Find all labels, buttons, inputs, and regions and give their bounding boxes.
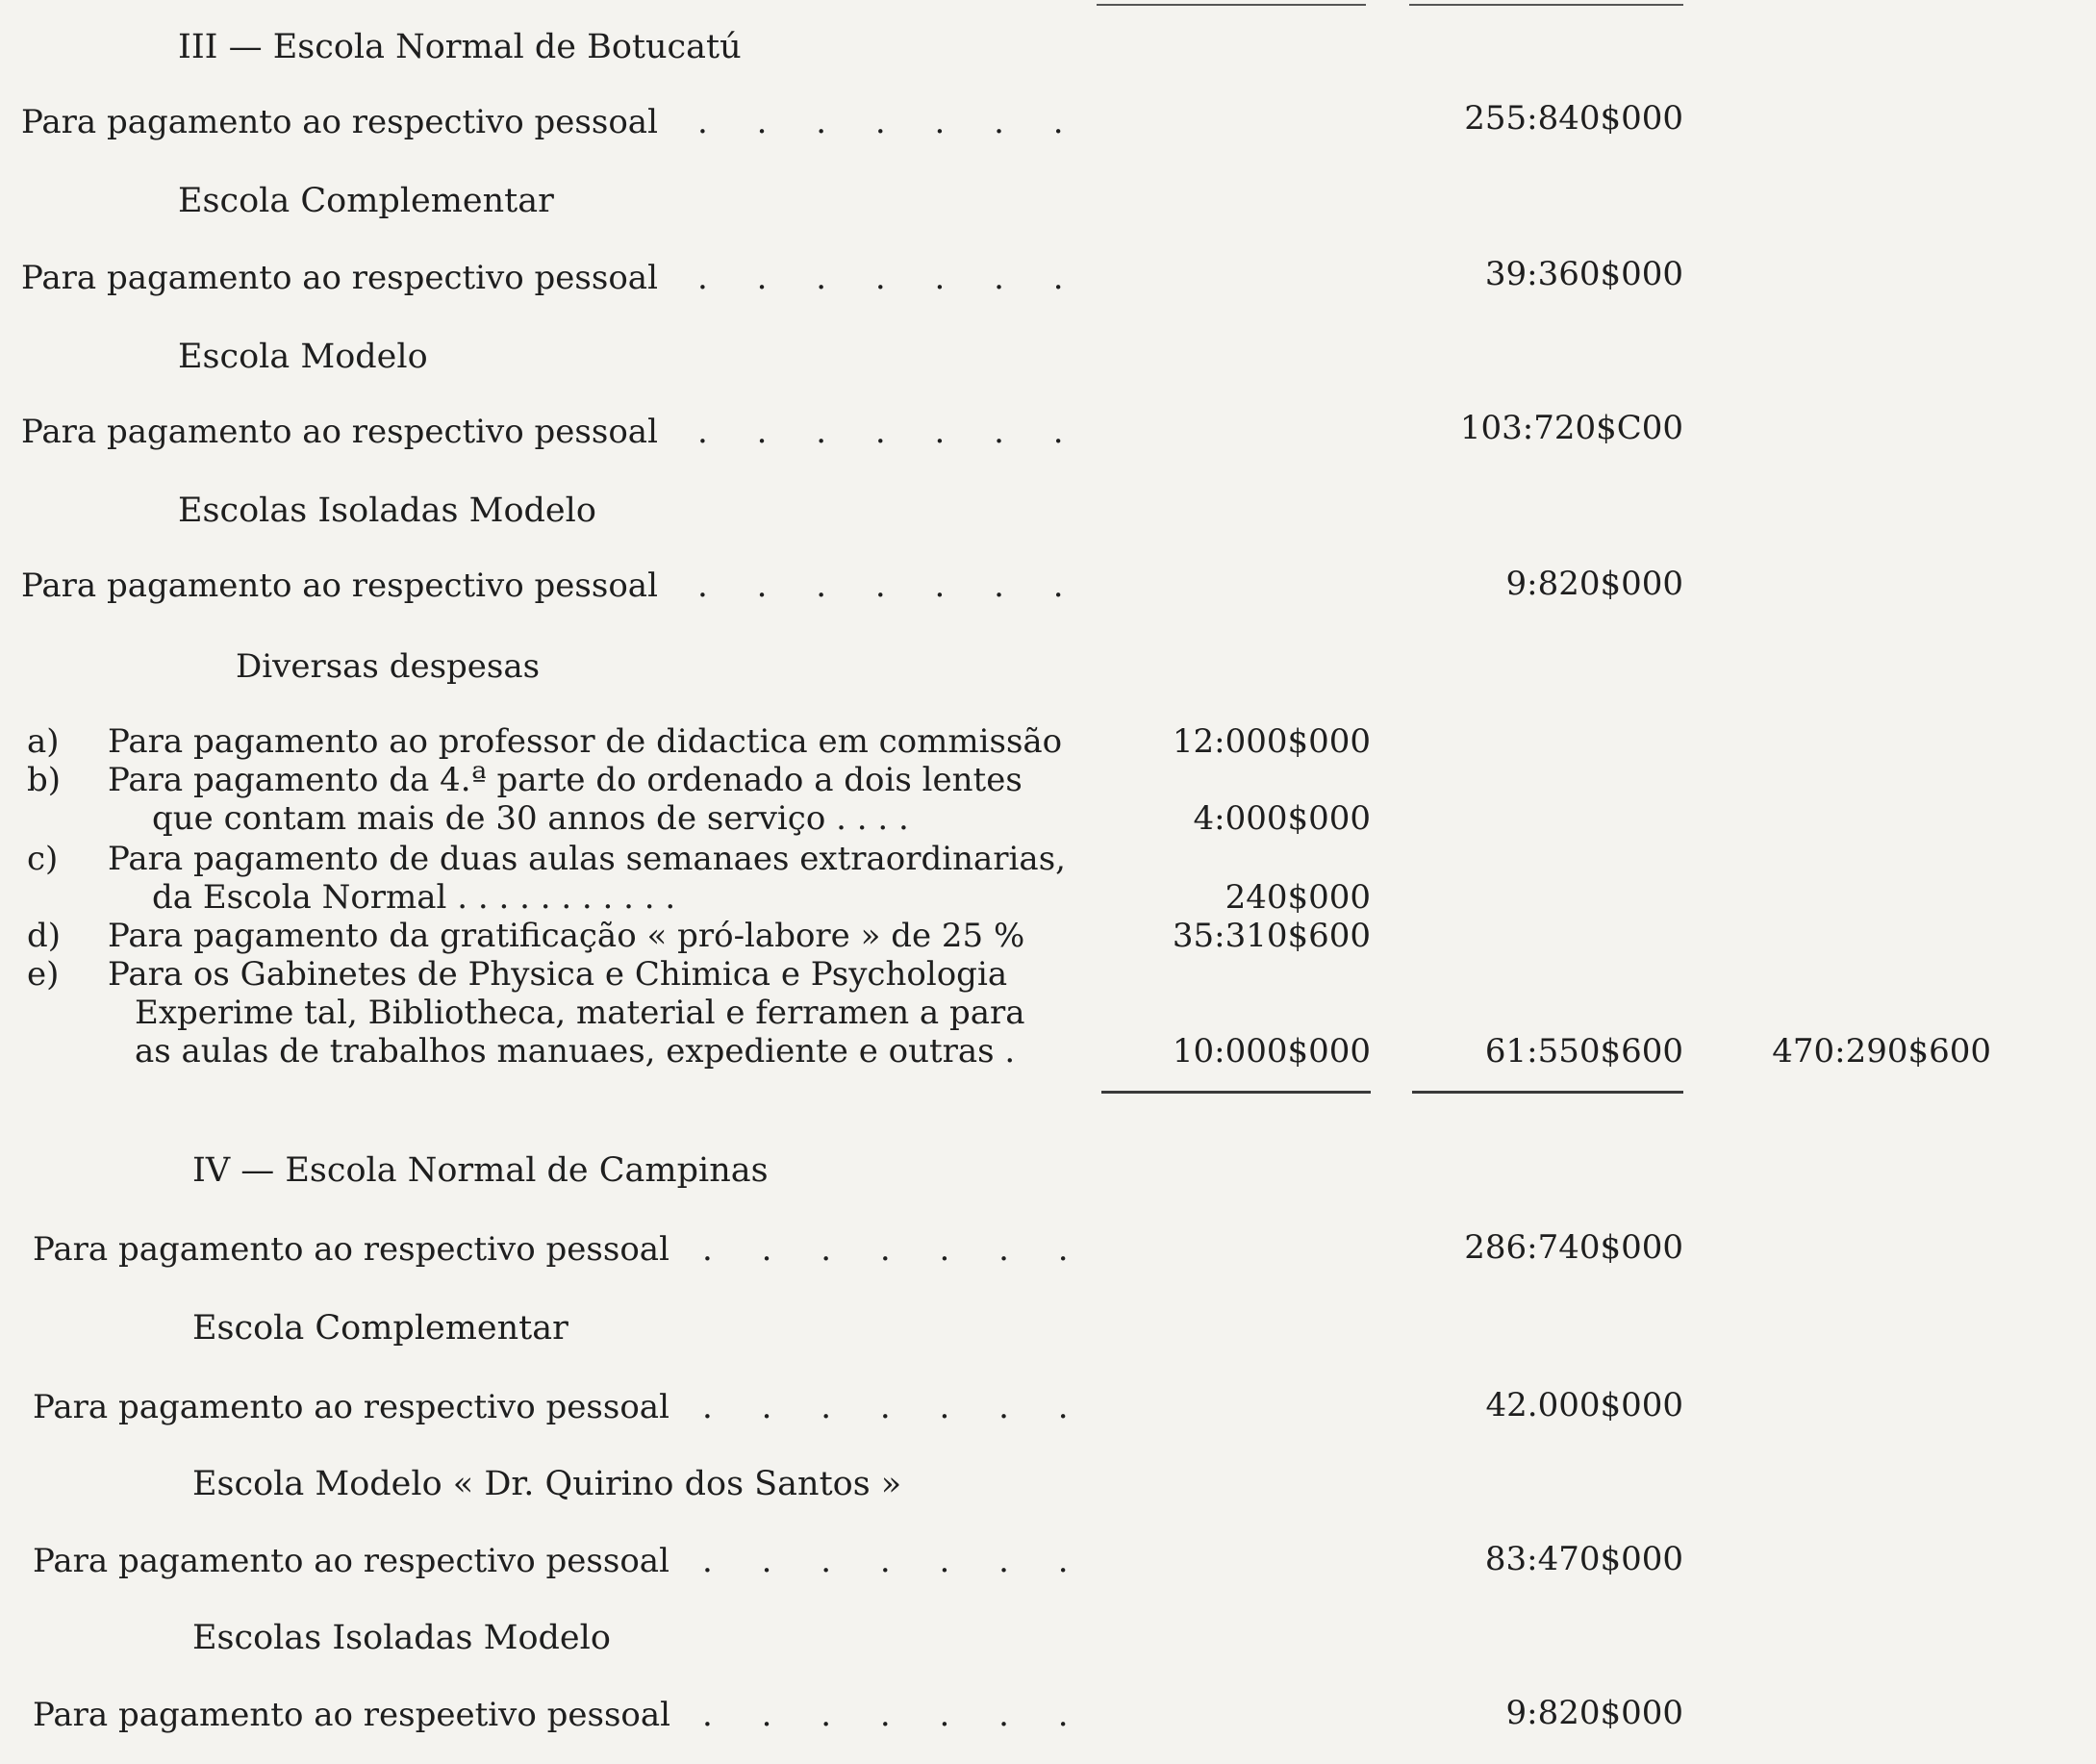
- item-letter: d): [27, 917, 62, 955]
- subheading: Escola Complementar: [192, 1309, 568, 1348]
- row-label: Para pagamento ao respectivo pessoal: [21, 259, 658, 297]
- item-letter: e): [27, 955, 60, 994]
- row-label: Para pagamento ao respeetivo pessoal: [33, 1696, 671, 1734]
- row-value: 255:840$000: [1464, 99, 1683, 138]
- row-label: Para pagamento ao respectivo pessoal: [21, 567, 658, 605]
- total-value: 470:290$600: [1772, 1032, 1991, 1071]
- leader-dots: . . . . . . .: [702, 1542, 1088, 1580]
- section-3-title: III — Escola Normal de Botucatú: [178, 28, 742, 66]
- item-value: 12:000$000: [1172, 722, 1371, 761]
- item-text: Experime tal, Bibliotheca, material e ferramen a para: [135, 994, 1025, 1032]
- item-text: Para pagamento da gratificação « pró-labore » de 25 %: [108, 917, 1025, 955]
- item-value: 10:000$000: [1172, 1032, 1371, 1071]
- item-text: Para pagamento ao professor de didactica em commissão: [108, 722, 1063, 761]
- subheading: Diversas despesas: [236, 647, 541, 686]
- leader-dots: . . . . . . .: [697, 567, 1083, 605]
- row-label: Para pagamento ao respectivo pessoal: [21, 413, 658, 451]
- item-text: que contam mais de 30 annos de serviço . . . .: [152, 799, 909, 838]
- subheading: Escola Modelo « Dr. Quirino dos Santos »: [192, 1465, 902, 1503]
- item-letter: c): [27, 840, 59, 878]
- item-text: as aulas de trabalhos manuaes, expediente e outras .: [135, 1032, 1016, 1071]
- row-value: 83:470$000: [1484, 1540, 1683, 1578]
- leader-dots: . . . . . . .: [702, 1388, 1088, 1426]
- item-text: Para os Gabinetes de Physica e Chimica e Psychologia: [108, 955, 1008, 994]
- row-label: Para pagamento ao respectivo pessoal: [33, 1542, 669, 1580]
- subheading: Escolas Isoladas Modelo: [178, 491, 596, 530]
- leader-dots: . . . . . . .: [697, 103, 1083, 141]
- leader-dots: . . . . . . .: [697, 259, 1083, 297]
- item-letter: a): [27, 722, 60, 761]
- row-label: Para pagamento ao respectivo pessoal: [33, 1230, 669, 1269]
- top-rule-col2: [1409, 4, 1683, 6]
- item-text: da Escola Normal . . . . . . . . . . .: [152, 878, 676, 917]
- item-value: 35:310$600: [1172, 917, 1371, 955]
- row-value: 39:360$000: [1484, 255, 1683, 293]
- item-text: Para pagamento da 4.ª parte do ordenado a dois lentes: [108, 761, 1023, 799]
- section-4-title: IV — Escola Normal de Campinas: [192, 1151, 769, 1190]
- leader-dots: . . . . . . .: [697, 413, 1083, 451]
- subheading: Escolas Isoladas Modelo: [192, 1619, 611, 1657]
- separator-rule-col1: [1101, 1091, 1371, 1094]
- leader-dots: . . . . . . .: [702, 1230, 1088, 1269]
- row-value: 103:720$C00: [1459, 409, 1683, 447]
- subheading: Escola Modelo: [178, 338, 428, 376]
- item-text: Para pagamento de duas aulas semanaes extraordinarias,: [108, 840, 1066, 878]
- row-value: 286:740$000: [1464, 1228, 1683, 1267]
- subtotal-value: 61:550$600: [1484, 1032, 1683, 1071]
- top-rule-col1: [1097, 4, 1366, 6]
- separator-rule-col2: [1412, 1091, 1683, 1094]
- subheading: Escola Complementar: [178, 182, 554, 220]
- row-label: Para pagamento ao respectivo pessoal: [33, 1388, 669, 1426]
- item-letter: b): [27, 761, 62, 799]
- row-value: 9:820$000: [1505, 565, 1683, 603]
- row-value: 9:820$000: [1505, 1694, 1683, 1732]
- row-value: 42.000$000: [1485, 1386, 1683, 1424]
- item-value: 240$000: [1225, 878, 1371, 917]
- item-value: 4:000$000: [1193, 799, 1371, 838]
- row-label: Para pagamento ao respectivo pessoal: [21, 103, 658, 141]
- leader-dots: . . . . . . .: [702, 1696, 1088, 1734]
